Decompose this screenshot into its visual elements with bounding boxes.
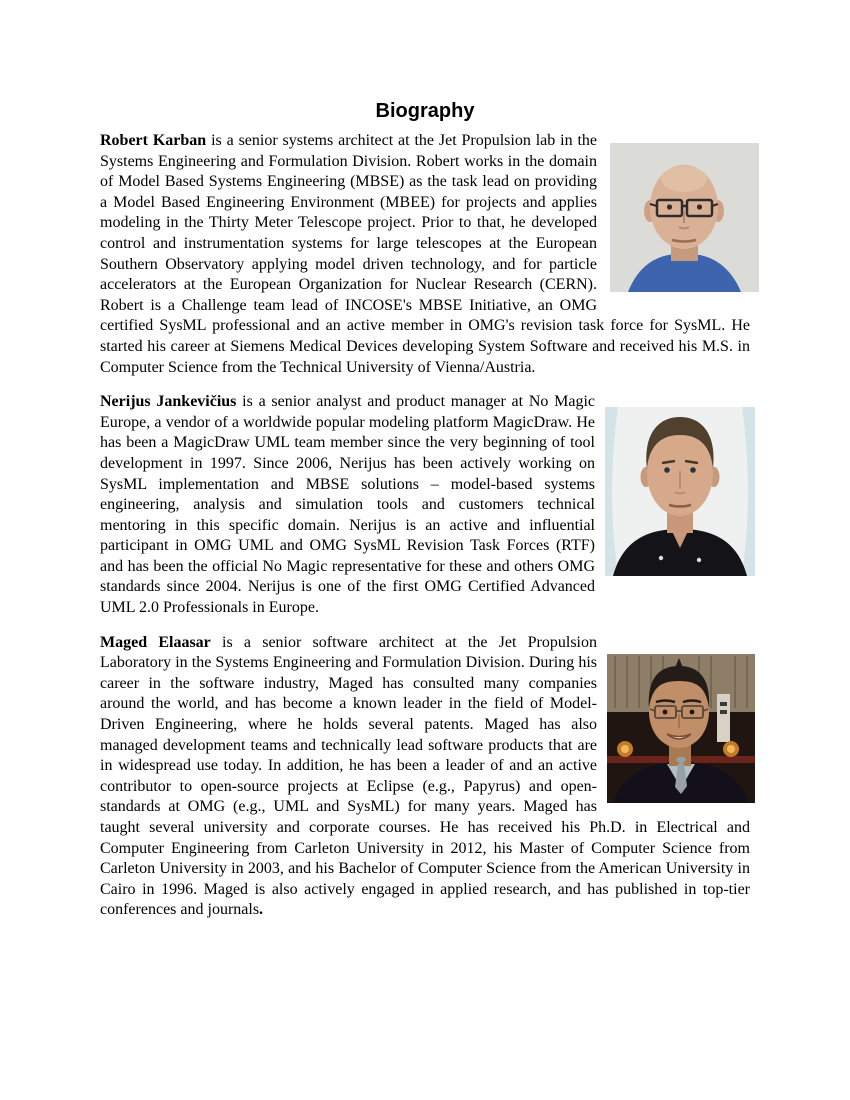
bio-text-bold-suffix: . [259,901,264,919]
photo-nerijus-jankevicius [605,407,755,576]
bio-paragraph-robert-karban [100,131,750,378]
bio-text: is a senior software architect at the Jet Propulsion Laboratory in the Systems Engineering and Formulation Division. During his career in the software industry, Maged has consulted many companies around the world, and has become a known leader in the field of Model-Driven Engineering, where he holds several patents. Maged has also managed development teams and technically lead software products that are in widespread use today. In addition, he has been a leader of and an active contributor to open-source projects at Eclipse (e.g., Papyrus) and open-standards at OMG (e.g., UML and SysML) for many years. Maged has taught several university and corporate courses. He has received his Ph.D. in Electrical and Computer Engineering from Carleton University in 2012, his Master of Computer Science from Carleton University in 2003, and his Bachelor of Computer Science from the American University in Cairo in 1996. Maged is also actively engaged in applied research, and has published in top-tier conferences and journals [100,633,750,919]
bio-name: Robert Karban [100,132,207,149]
photo-robert-karban [610,143,759,292]
bio-paragraph-maged-elaasar [100,633,750,921]
sign [717,694,730,742]
bio-text: is a senior analyst and product manager at No Magic Europe, a vendor of a worldwide popular modeling platform MagicDraw. He has been a MagicDraw UML team member since the very beginning of tool development in 1997. Since 2006, Nerijus has been actively working on SysML implementation and MBSE solutions – model-based systems engineering, analysis and simulation tools and customers technical mentoring in this specific domain. Nerijus is an active and influential participant in OMG UML and OMG SysML Revision Task Forces (RTF) and has been the official No Magic representative for these and others OMG standards since 2004. Nerijus is one of the first OMG Certified Advanced UML 2.0 Professionals in Europe. [100,393,596,617]
bio-paragraph-nerijus-jankevicius [100,392,750,619]
page-title: Biography [375,100,475,122]
photo-maged-elaasar [607,654,755,803]
bio-name: Nerijus Jankevičius [100,393,237,411]
bio-name: Maged Elaasar [100,633,211,651]
bio-text: is a senior systems architect at the Jet Propulsion lab in the Systems Engineering and Formulation Division. Robert works in the domain of Model Based Systems Engineering (MBSE) as the task lead on providing a Model Based Engineering Environment (MBEE) for projects and applies modeling in the Thirty Meter Telescope project. Prior to that, he developed control and instrumentation systems for large telescopes at the European Southern Observatory applying model driven technology, and for particle accelerators at the European Organization for Nuclear Research (CERN). Robert is a Challenge team lead of INCOSE's MBSE Initiative, an OMG certified SysML professional and an active member in OMG's revision task force for SysML. He started his career at Siemens Medical Devices developing System Software and received his M.S. in Computer Science from the Technical University of Vienna/Austria. [100,132,750,376]
